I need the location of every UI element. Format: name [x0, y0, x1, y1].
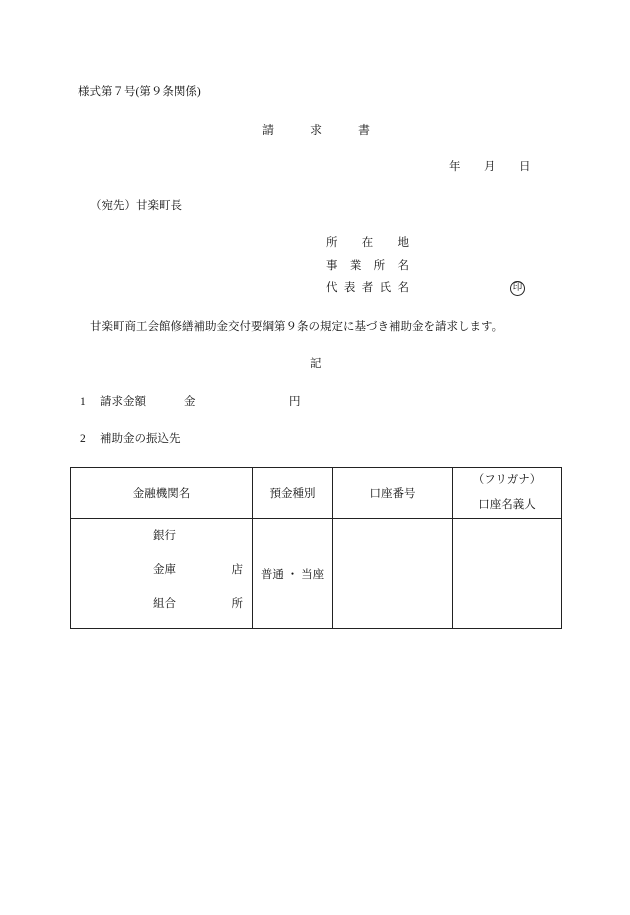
amount-prefix: 金 — [184, 396, 196, 408]
addressee: （宛先）甘楽町長 — [90, 200, 182, 212]
label-char: 書 — [357, 123, 370, 137]
document-title — [262, 123, 370, 137]
date-day-label: 日 — [519, 161, 531, 173]
institution-type-bank: 銀行 — [153, 530, 176, 542]
item-1-label: 請求金額 — [100, 396, 146, 408]
amount-unit: 円 — [289, 396, 301, 408]
account-number-cell — [333, 519, 453, 629]
header-holder-kana: （フリガナ） — [472, 474, 542, 486]
header-holder-name: 口座名義人 — [478, 499, 536, 511]
label-char: 表 — [343, 282, 356, 294]
institution-type-kumiai: 組合 — [153, 598, 176, 610]
item-2-number: 2 — [80, 433, 86, 445]
institution-name-cell — [71, 519, 253, 629]
ki-heading: 記 — [310, 358, 322, 370]
label-char: 名 — [397, 260, 409, 272]
label-char: 代 — [326, 282, 338, 294]
header-institution-name: 金融機関名 — [71, 468, 253, 519]
applicant-address-label — [326, 236, 409, 250]
date-year-label: 年 — [449, 161, 461, 173]
request-statement: 甘楽町商工会館修繕補助金交付要綱第９条の規定に基づき補助金を請求します。 — [90, 321, 504, 333]
label-char: 所 — [373, 260, 386, 272]
seal-mark-icon: 印 — [510, 281, 525, 296]
applicant-representative-label — [326, 281, 409, 295]
transfer-account-table — [70, 467, 562, 629]
label-char: 所 — [326, 237, 338, 249]
label-char: 名 — [397, 282, 409, 294]
label-char: 請 — [262, 123, 275, 137]
label-char: 業 — [349, 260, 362, 272]
item-1-number: 1 — [80, 396, 86, 408]
table-row — [71, 519, 562, 629]
header-account-type: 預金種別 — [253, 468, 333, 519]
label-char: 求 — [309, 123, 322, 137]
header-account-holder — [453, 468, 562, 519]
label-char: 者 — [361, 282, 374, 294]
table-header-row — [71, 468, 562, 519]
account-type-cell: 普通 ・ 当座 — [253, 519, 333, 629]
label-char: 氏 — [379, 282, 392, 294]
label-char: 在 — [361, 237, 374, 249]
applicant-business-name-label — [326, 259, 409, 273]
item-2-label: 補助金の振込先 — [100, 433, 181, 445]
institution-type-list — [71, 519, 252, 628]
branch-suffix-ten: 店 — [231, 564, 243, 576]
label-char: 事 — [326, 260, 338, 272]
institution-type-shinkin: 金庫 — [153, 564, 176, 576]
date-month-label: 月 — [484, 161, 496, 173]
label-char: 地 — [397, 237, 409, 249]
header-account-number: 口座番号 — [333, 468, 453, 519]
account-holder-cell — [453, 519, 562, 629]
branch-suffix-sho: 所 — [231, 598, 243, 610]
form-number: 様式第７号(第９条関係) — [78, 86, 201, 98]
